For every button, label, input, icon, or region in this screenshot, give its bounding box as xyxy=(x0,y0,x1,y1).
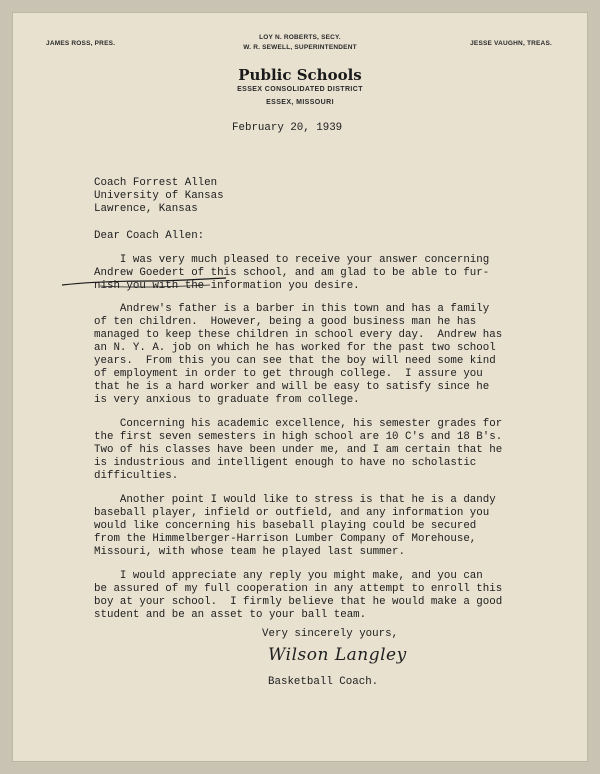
closing: Very sincerely yours, xyxy=(262,628,399,640)
paragraph-5-line: boy at your school. I firmly believe that he would make a good xyxy=(94,596,503,608)
paragraph-4-line: Another point I would like to stress is that he is a dandy xyxy=(94,494,496,506)
signature: Wilson Langley xyxy=(268,645,407,665)
recipient-org: University of Kansas xyxy=(94,190,224,202)
recipient-city: Lawrence, Kansas xyxy=(94,203,198,215)
letterhead-treasurer: JESSE VAUGHN, TREAS. xyxy=(470,40,552,47)
handwritten-underline xyxy=(60,276,230,292)
letter-date: February 20, 1939 xyxy=(232,122,343,134)
paragraph-4-line: would like concerning his baseball playing could be secured xyxy=(94,520,477,532)
recipient-name: Coach Forrest Allen xyxy=(94,177,218,189)
signer-title: Basketball Coach. xyxy=(268,676,379,688)
letterhead-location: ESSEX, MISSOURI xyxy=(266,99,334,106)
paragraph-2-line: is very anxious to graduate from college. xyxy=(94,394,360,406)
paragraph-1-line: I was very much pleased to receive your answer concerning xyxy=(94,254,490,266)
paragraph-2-line: managed to keep these children in school every day. Andrew has xyxy=(94,329,503,341)
letterhead-district: ESSEX CONSOLIDATED DISTRICT xyxy=(237,86,363,93)
paragraph-2-line: that he is a hard worker and will be easy to satisfy since he xyxy=(94,381,490,393)
paragraph-2-line: years. From this you can see that the boy will need some kind xyxy=(94,355,496,367)
paragraph-5-line: I would appreciate any reply you might make, and you can xyxy=(94,570,483,582)
paragraph-3-line: difficulties. xyxy=(94,470,179,482)
paragraph-4-line: Missouri, with whose team he played last summer. xyxy=(94,546,406,558)
paragraph-3-line: is industrious and intelligent enough to have no scholastic xyxy=(94,457,477,469)
paragraph-4-line: baseball player, infield or outfield, and any information you xyxy=(94,507,490,519)
paragraph-4-line: from the Himmelberger-Harrison Lumber Company of Morehouse, xyxy=(94,533,477,545)
paragraph-1-line: nish you with the information you desire. xyxy=(94,280,360,292)
paragraph-5-line: be assured of my full cooperation in any attempt to enroll this xyxy=(94,583,503,595)
paragraph-2-line: of ten children. However, being a good business man he has xyxy=(94,316,477,328)
paragraph-2-line: Andrew's father is a barber in this town and has a family xyxy=(94,303,490,315)
paragraph-3-line: Concerning his academic excellence, his semester grades for xyxy=(94,418,503,430)
paragraph-2-line: of employment in order to get through college. I assure you xyxy=(94,368,483,380)
letterhead-president: JAMES ROSS, PRES. xyxy=(46,40,116,47)
letterhead-secretary: LOY N. ROBERTS, SECY. xyxy=(259,34,341,41)
letterhead-title: Public Schools xyxy=(238,66,362,84)
paragraph-3-line: the first seven semesters in high school are 10 C's and 18 B's. xyxy=(94,431,503,443)
salutation: Dear Coach Allen: xyxy=(94,230,205,242)
paragraph-3-line: Two of his classes have been under me, and I am certain that he xyxy=(94,444,503,456)
paragraph-1-line: Andrew Goedert of this school, and am glad to be able to fur- xyxy=(94,267,490,279)
paragraph-5-line: student and be an asset to your ball team. xyxy=(94,609,367,621)
paragraph-2-line: an N. Y. A. job on which he has worked for the past two school xyxy=(94,342,496,354)
letterhead-superintendent: W. R. SEWELL, SUPERINTENDENT xyxy=(243,44,357,51)
